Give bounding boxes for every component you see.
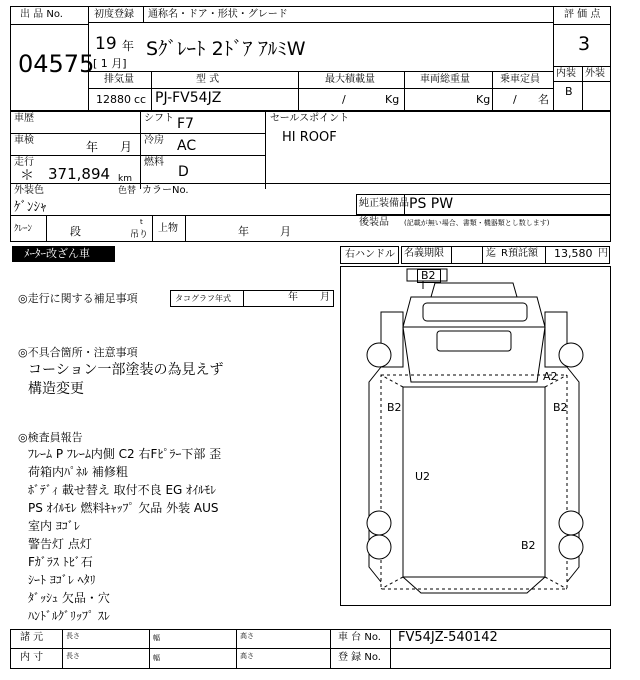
crane-t: t bbox=[140, 218, 143, 226]
first-reg-year: 19 bbox=[95, 34, 117, 54]
chassis-value: FV54JZ-540142 bbox=[398, 630, 498, 645]
defects-label: ◎不具合箇所・注意事項 bbox=[18, 346, 138, 359]
color-no-label: カラーNo. bbox=[142, 185, 189, 196]
history-label: 車歴 bbox=[14, 113, 34, 124]
inspector-line-3: ﾎﾞﾃﾞｨ 載せ替え 取付不良 EG ｵｲﾙﾓﾚ bbox=[28, 483, 217, 497]
max-load-slash: / bbox=[342, 93, 346, 106]
shift-label: シフト bbox=[144, 113, 174, 124]
meter-tamper-badge bbox=[12, 246, 115, 262]
truck-outline-svg bbox=[341, 267, 610, 605]
damage-mark-5: U2 bbox=[415, 470, 431, 483]
aftermarket-note: (記載が無い場合、書類・機器類とし数します) bbox=[404, 219, 550, 227]
interior-label: 内装 bbox=[556, 68, 576, 79]
displacement-value: 12880 bbox=[96, 93, 131, 106]
crane-stage: 段 bbox=[70, 225, 81, 238]
mileage-unit: km bbox=[118, 174, 132, 184]
fuel-value: D bbox=[178, 164, 189, 180]
inspector-line-10: ﾊﾝﾄﾞﾙｸﾞﾘｯﾌﾟ ｽﾚ bbox=[28, 609, 110, 623]
inspector-line-4: PS ｵｲﾙﾓﾚ 燃料ｷｬｯﾌﾟ 欠品 外装 AUS bbox=[28, 501, 219, 515]
inspector-line-6: 警告灯 点灯 bbox=[28, 537, 92, 551]
damage-mark-6: B2 bbox=[521, 539, 536, 552]
equipment-value: PS PW bbox=[409, 196, 454, 212]
aftermarket-label: 後装品 bbox=[359, 217, 389, 228]
first-reg-label: 初度登録 bbox=[94, 9, 134, 20]
inner-label: 内 寸 bbox=[20, 652, 44, 663]
inspection-month: 月 bbox=[120, 140, 133, 154]
ac-value: AC bbox=[177, 138, 197, 154]
r-amount: 13,580 bbox=[554, 247, 593, 260]
model-label: 型 式 bbox=[196, 74, 220, 85]
score-label: 評 価 点 bbox=[564, 9, 601, 20]
inspection-label: 車検 bbox=[14, 135, 34, 146]
year-unit: 年 bbox=[122, 39, 135, 53]
displacement-unit: cc bbox=[134, 93, 147, 106]
ext-color-value: ｹﾞﾝｼｬ bbox=[14, 200, 47, 215]
first-reg-month: [ 1 月] bbox=[93, 57, 127, 70]
ac-label: 冷房 bbox=[144, 135, 164, 146]
reg-label: 登 録 No. bbox=[338, 652, 381, 663]
width-label-1: 幅 bbox=[153, 634, 160, 642]
upper-label: 上物 bbox=[158, 223, 178, 234]
grade-label: 通称名・ドア・形状・グレード bbox=[148, 9, 288, 20]
driving-label: ◎走行に関する補足事項 bbox=[18, 292, 138, 305]
height-label-2: 高さ bbox=[240, 652, 254, 660]
crane-label: ｸﾚｰﾝ bbox=[14, 224, 33, 234]
grade-value: Sｸﾞﾚｰﾄ 2ﾄﾞｱ ｱﾙﾐW bbox=[146, 38, 306, 60]
damage-mark-3: B2 bbox=[387, 401, 402, 414]
inspector-line-1: ﾌﾚｰﾑ P ﾌﾚｰﾑ内側 C2 右Fﾋﾟﾗｰ下部 歪 bbox=[28, 447, 222, 461]
inspector-line-8: ｼｰﾄ ﾖｺﾞﾚ ﾍﾀﾘ bbox=[28, 573, 96, 587]
sales-point-value: HI ROOF bbox=[282, 130, 337, 145]
max-load-label: 最大積載量 bbox=[325, 74, 375, 85]
color-no-small: 色替 bbox=[118, 186, 137, 196]
interior-grade: B bbox=[565, 85, 573, 98]
r-label: R預託額 bbox=[501, 248, 538, 259]
inspector-line-5: 室内 ﾖｺﾞﾚ bbox=[28, 519, 80, 533]
length-label-1: 長さ bbox=[66, 632, 80, 640]
displacement-label: 排気量 bbox=[104, 74, 134, 85]
crane-hang: 吊り bbox=[130, 230, 149, 240]
lot-label: 出 品 No. bbox=[20, 9, 63, 20]
model-value: PJ-FV54JZ bbox=[155, 90, 222, 106]
rhd-box bbox=[340, 246, 399, 264]
capacity-slash: / bbox=[513, 93, 517, 106]
mileage-label: 走行 bbox=[14, 157, 34, 168]
nominal-label: 名義期限 bbox=[404, 248, 444, 259]
score-value: 3 bbox=[578, 33, 591, 55]
footer-frame bbox=[10, 629, 611, 669]
damage-mark-1: B2 bbox=[421, 269, 436, 282]
damage-diagram bbox=[340, 266, 611, 606]
shift-value: F7 bbox=[177, 116, 194, 132]
upper-year: 年 bbox=[238, 225, 249, 238]
lot-number: 04575 bbox=[18, 50, 95, 78]
equipment-label: 純正装備品 bbox=[359, 198, 409, 209]
r-unit: 円 bbox=[598, 248, 608, 259]
exterior-label: 外装 bbox=[585, 68, 605, 79]
tacho-label: タコグラフ年式 bbox=[175, 294, 231, 303]
sales-point-label: セールスポイント bbox=[270, 113, 350, 124]
fuel-label: 燃料 bbox=[144, 157, 164, 168]
upper-month: 月 bbox=[280, 225, 291, 238]
inspector-line-9: ﾀﾞｯｼｭ 欠品・穴 bbox=[28, 591, 110, 605]
defect-line-1: コーション一部塗装の為見えず bbox=[28, 362, 224, 378]
defect-line-2: 構造変更 bbox=[28, 381, 84, 397]
damage-mark-4: B2 bbox=[553, 401, 568, 414]
damage-mark-2: A2 bbox=[543, 370, 558, 383]
nominal-stamp: 迄 bbox=[486, 248, 496, 259]
ext-color-label: 外装色 bbox=[14, 185, 44, 196]
mileage-prefix: ＊ bbox=[20, 168, 34, 184]
length-label-2: 長さ bbox=[66, 652, 80, 660]
inspection-year: 年 bbox=[86, 140, 99, 154]
rhd-label: 右ハンドル bbox=[345, 249, 395, 260]
chassis-label: 車 台 No. bbox=[338, 632, 381, 643]
mileage-value: 371,894 bbox=[48, 165, 111, 183]
max-load-unit: Kg bbox=[385, 93, 400, 106]
width-label-2: 幅 bbox=[153, 654, 160, 662]
inspector-label: ◎検査員報告 bbox=[18, 431, 83, 444]
tacho-month: 月 bbox=[320, 292, 330, 303]
gross-weight-unit: Kg bbox=[476, 93, 491, 106]
meter-tamper-text: ﾒｰﾀｰ改ざん車 bbox=[24, 247, 90, 260]
tacho-year: 年 bbox=[288, 292, 298, 303]
capacity-label: 乗車定員 bbox=[500, 74, 540, 85]
inspector-line-2: 荷箱内ﾊﾟﾈﾙ 補修粗 bbox=[28, 465, 128, 479]
height-label-1: 高さ bbox=[240, 632, 254, 640]
inspector-line-7: Fｶﾞﾗｽ ﾄﾋﾞ石 bbox=[28, 555, 93, 569]
gross-weight-label: 車両総重量 bbox=[420, 74, 470, 85]
capacity-unit: 名 bbox=[538, 93, 549, 106]
spec-label: 諸 元 bbox=[20, 632, 44, 643]
